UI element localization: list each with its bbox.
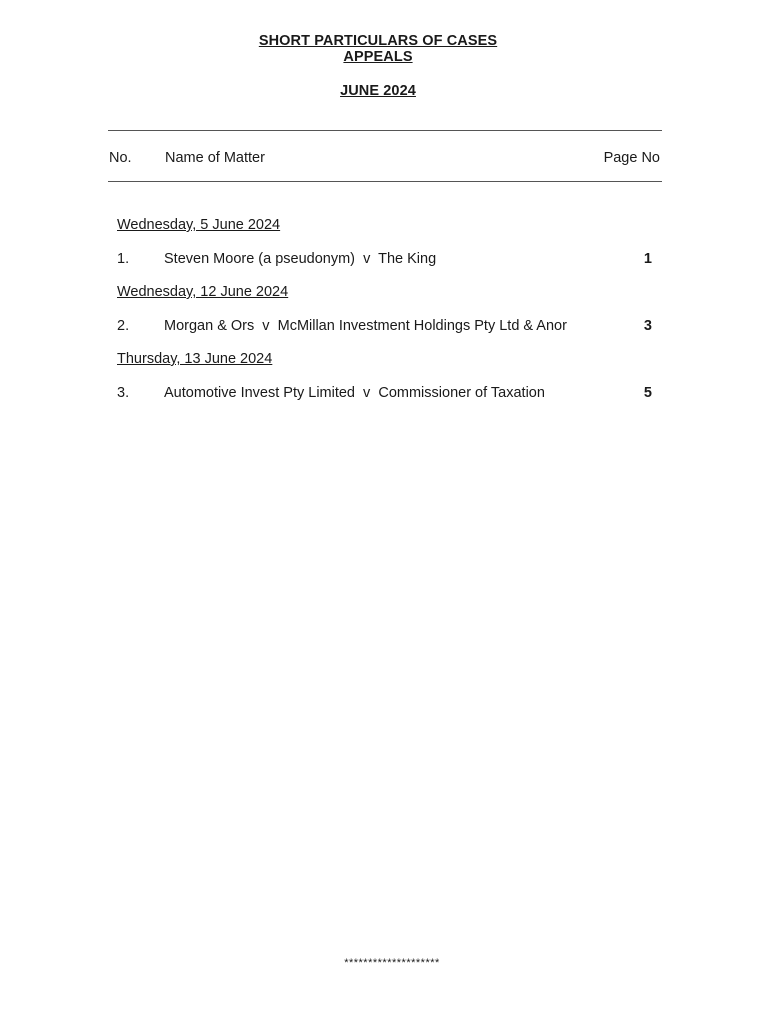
column-header-page: Page No [603, 150, 660, 166]
entry-page-number: 1 [643, 251, 652, 267]
entry-matter-name: Steven Moore (a pseudonym) v The King [164, 251, 437, 267]
entry-matter-name: Automotive Invest Pty Limited v Commissioner of Taxation [164, 385, 545, 401]
entry-number: 3. [117, 385, 130, 401]
section-date-heading: Thursday, 13 June 2024 [117, 351, 273, 367]
entry-matter-name: Morgan & Ors v McMillan Investment Holdings Pty Ltd & Anor [164, 318, 567, 334]
column-header-name: Name of Matter [165, 150, 265, 166]
entry-page-number: 3 [643, 318, 652, 334]
section-date-heading: Wednesday, 12 June 2024 [117, 284, 289, 300]
section-date-heading: Wednesday, 5 June 2024 [117, 217, 281, 233]
entry-number: 2. [117, 318, 130, 334]
entry-number: 1. [117, 251, 130, 267]
document-month: JUNE 2024 [340, 83, 416, 99]
column-header-no: No. [109, 150, 132, 166]
document-subtitle: APPEALS [343, 49, 413, 65]
document-title: SHORT PARTICULARS OF CASES [258, 33, 498, 49]
header-bottom-rule [108, 181, 662, 182]
footer-separator: ******************** [344, 957, 440, 969]
header-top-rule [108, 130, 662, 131]
entry-page-number: 5 [643, 385, 652, 401]
